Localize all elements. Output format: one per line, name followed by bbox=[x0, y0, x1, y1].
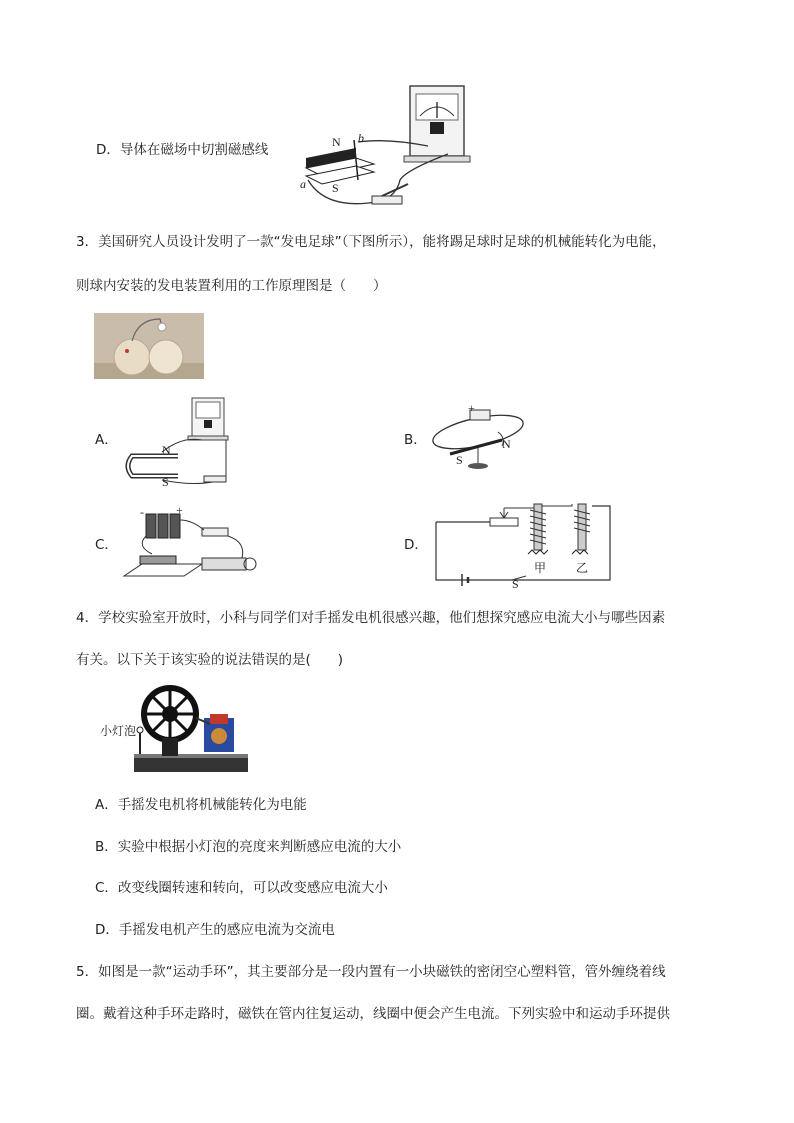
q4-fig-label-bulb: 小灯泡 bbox=[100, 724, 137, 738]
q3-stem-line-1: 3．美国研究人员设计发明了一款“发电足球”（下图所示），能将踢足球时足球的机械能转化为电能， bbox=[76, 234, 666, 250]
q3-option-b-letter: B． bbox=[404, 432, 427, 448]
q3-c-label-minus: - bbox=[140, 505, 144, 519]
q2-fig-label-a: a bbox=[300, 177, 306, 191]
q3-option-a-figure bbox=[122, 396, 242, 488]
q3-option-d-figure bbox=[432, 500, 614, 591]
q3-option-a-letter: A． bbox=[95, 432, 118, 448]
q4-generator-photo bbox=[100, 684, 250, 776]
q3-b-label-n: N bbox=[502, 437, 511, 451]
q4-stem-line-2: 有关。以下关于该实验的说法错误的是( ) bbox=[76, 652, 344, 668]
q4-option-b: B．实验中根据小灯泡的亮度来判断感应电流的大小 bbox=[95, 839, 402, 855]
q3-a-label-s: S bbox=[162, 475, 169, 489]
q4-option-d: D．手摇发电机产生的感应电流为交流电 bbox=[95, 922, 335, 938]
q2-option-d-figure bbox=[296, 80, 476, 210]
q2-fig-label-b: b bbox=[358, 131, 364, 145]
q3-a-label-n: N bbox=[162, 443, 171, 457]
q3-b-label-s: S bbox=[456, 453, 463, 467]
q5-stem-line-2: 圈。戴着这种手环走路时，磁铁在管内往复运动，线圈中便会产生电流。下列实验中和运动手环提供 bbox=[76, 1006, 670, 1022]
q3-d-label-jia: 甲 bbox=[534, 561, 547, 575]
q3-football-photo bbox=[94, 313, 204, 379]
q4-option-a: A．手摇发电机将机械能转化为电能 bbox=[95, 797, 307, 813]
q3-d-label-s: S bbox=[512, 577, 519, 591]
q5-stem-line-1: 5．如图是一款“运动手环”，其主要部分是一段内置有一小块磁铁的密闭空心塑料管，管外缠绕着线 bbox=[76, 964, 666, 980]
q2-fig-label-s: S bbox=[332, 181, 339, 195]
q3-option-d-letter: D． bbox=[404, 537, 428, 553]
q3-stem-line-2: 则球内安装的发电装置利用的工作原理图是（ ） bbox=[76, 278, 387, 294]
q3-d-label-yi: 乙 bbox=[576, 561, 589, 575]
q3-b-label-plus: + bbox=[468, 401, 475, 415]
q4-option-c: C．改变线圈转速和转向，可以改变感应电流大小 bbox=[95, 880, 388, 896]
q3-option-c-figure bbox=[122, 503, 260, 586]
q4-stem-line-1: 4．学校实验室开放时，小科与同学们对手摇发电机很感兴趣，他们想探究感应电流大小与哪些因素 bbox=[76, 610, 666, 626]
q3-option-c-letter: C． bbox=[95, 537, 118, 553]
q2-fig-label-n: N bbox=[332, 135, 341, 149]
q3-option-b-figure bbox=[428, 402, 528, 476]
q2-option-d-text: D．导体在磁场中切割磁感线 bbox=[96, 142, 269, 158]
q3-c-label-plus: + bbox=[176, 503, 183, 517]
